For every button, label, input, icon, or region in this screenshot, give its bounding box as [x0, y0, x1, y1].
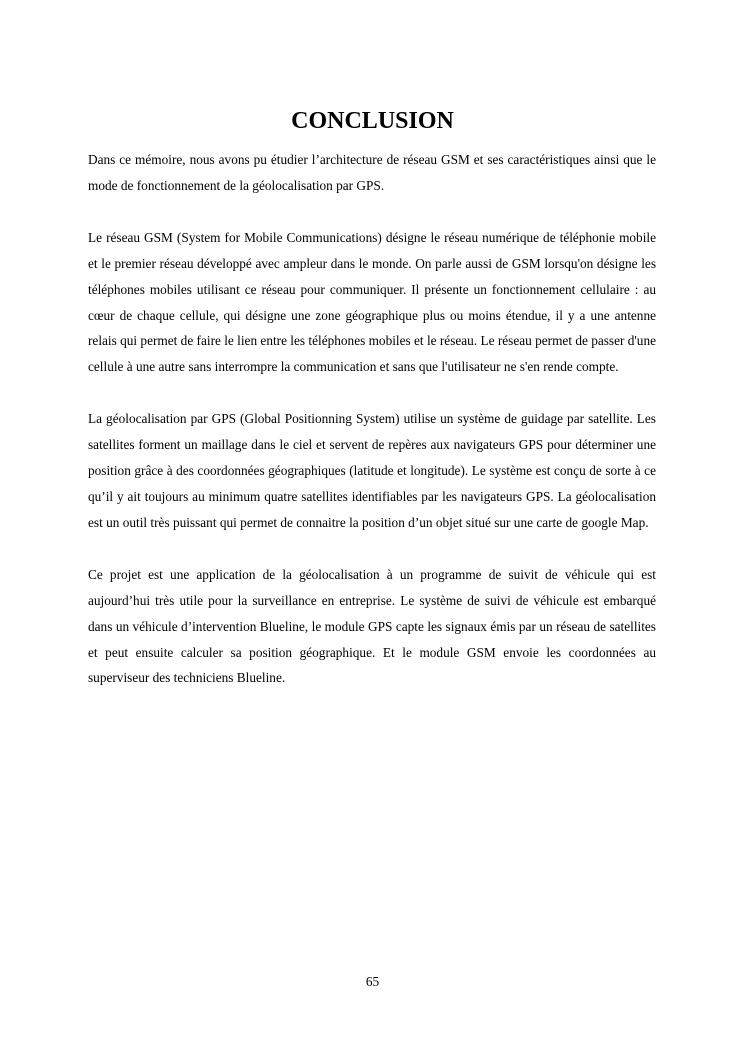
- page-title: CONCLUSION: [291, 108, 454, 134]
- paragraph-project: Ce projet est une application de la géolocalisation à un programme de suivit de véhicule qui est aujourd’hui très utile pour la surveillance en entreprise. Le système de suivi de véhicule est embarqué dans un véhicule d’intervention Blueline, le module GPS capte les signaux émis par un réseau de satellites et peut ensuite calculer sa position géographique. Et le module GSM envoie les coordonnées au superviseur des techniciens Blueline.: [88, 566, 656, 686]
- paragraph-gsm: Le réseau GSM (System for Mobile Communications) désigne le réseau numérique de téléphonie mobile et le premier réseau développé avec ampleur dans le monde. On parle aussi de GSM lorsqu'on désigne les téléphones mobiles utilisant ce réseau pour communiquer. Il présente un fonctionnement cellulaire : au cœur de chaque cellule, qui désigne une zone géographique plus ou moins étendue, il y a une antenne relais qui permet de faire le lien entre les téléphones mobiles et le réseau. Le réseau permet de passer d'une cellule à une autre sans interrompre la communication et sans que l'utilisateur ne s'en rende compte.: [88, 229, 657, 375]
- page-number: 65: [365, 974, 380, 989]
- conclusion-body: [88, 147, 656, 717]
- paragraph-intro: Dans ce mémoire, nous avons pu étudier l’architecture de réseau GSM et ses caractéristiques ainsi que le mode de fonctionnement de la géolocalisation par GPS.: [88, 152, 656, 193]
- paragraph-gps: La géolocalisation par GPS (Global Positionning System) utilise un système de guidage par satellite. Les satellites forment un maillage dans le ciel et servent de repères aux navigateurs GPS pour déterminer une position grâce à des coordonnées géographiques (latitude et longitude). Le système est conçu de sorte à ce qu’il y ait toujours au minimum quatre satellites identifiables par les navigateurs GPS. La géolocalisation est un outil très puissant qui permet de connaitre la position d’un objet situé sur une carte de google Map.: [88, 411, 656, 530]
